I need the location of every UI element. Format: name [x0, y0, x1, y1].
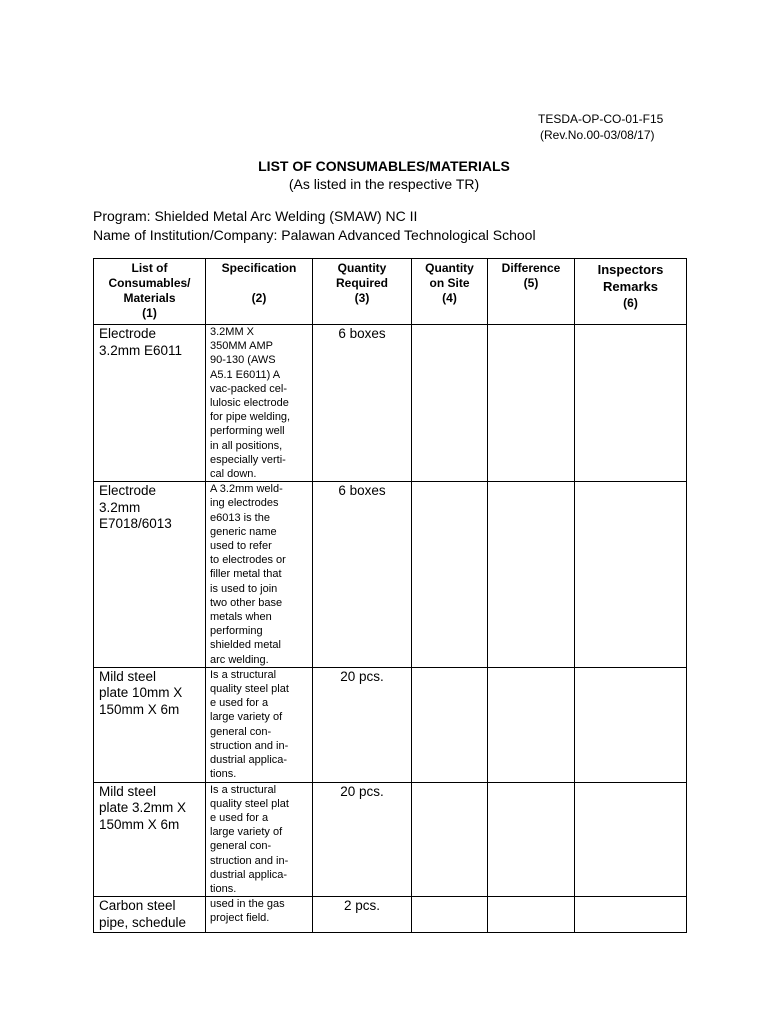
specification-line: Is a structural [210, 668, 277, 681]
specification-line: 3.2MM X [210, 326, 255, 338]
specification-line: performing well [210, 425, 285, 438]
form-code: TESDA-OP-CO-01-F15 [538, 112, 664, 126]
specification-line: shielded metal [210, 639, 281, 652]
material-line: 3.2mm [99, 499, 141, 515]
material-line: plate 10mm X [99, 685, 183, 701]
inspectors-remarks-cell [575, 667, 687, 782]
header-remarks-number: (6) [623, 296, 638, 310]
specification-line: large variety of [210, 826, 283, 839]
material-line: E7018/6013 [99, 516, 172, 532]
header-qty-on-site-line1: Quantity [425, 261, 474, 275]
specification-line: struction and in- [210, 854, 289, 867]
specification-cell [206, 782, 313, 897]
header-materials [94, 259, 206, 325]
specification-cell [206, 482, 313, 668]
material-line: Mild steel [99, 783, 157, 799]
quantity-on-site-cell [412, 482, 488, 668]
material-cell [94, 667, 206, 782]
material-line: Carbon steel [99, 898, 176, 914]
header-quantity-on-site [412, 259, 488, 325]
consumables-table [93, 258, 687, 933]
difference-cell [488, 897, 575, 933]
specification-line: is used to join [210, 582, 278, 595]
specification-line: project field. [210, 912, 270, 925]
specification-cell [206, 667, 313, 782]
specification-line: 350MM AMP [210, 340, 273, 353]
header-materials-line1: List of [131, 261, 168, 275]
material-cell [94, 482, 206, 668]
quantity-on-site-cell [412, 782, 488, 897]
quantity-required-cell: 20 pcs. [313, 667, 412, 782]
quantity-required-cell: 20 pcs. [313, 782, 412, 897]
header-specification-number: (2) [251, 291, 267, 305]
specification-line: vac-packed cel- [210, 382, 288, 395]
specification-line: in all positions, [210, 439, 283, 452]
specification-line: generic name [210, 525, 277, 538]
quantity-required-cell: 2 pcs. [313, 897, 412, 933]
revision-number: (Rev.No.00-03/08/17) [540, 128, 655, 142]
header-remarks-line2: Remarks [603, 279, 658, 294]
specification-line: for pipe welding, [210, 411, 291, 424]
document-code-block [538, 111, 663, 143]
table-row [94, 897, 687, 933]
header-remarks-line1: Inspectors [597, 262, 664, 277]
material-line: 150mm X 6m [99, 701, 180, 717]
table-row [94, 482, 687, 668]
specification-line: A 3.2mm weld- [210, 483, 283, 496]
header-qty-required-number: (3) [354, 291, 370, 305]
material-line: 3.2mm E6011 [99, 342, 183, 358]
specification-line: tions. [210, 882, 237, 895]
specification-line: 90-130 (AWS [210, 354, 276, 367]
specification-line: struction and in- [210, 739, 289, 752]
specification-line: general con- [210, 840, 272, 853]
specification-line: large variety of [210, 711, 283, 724]
material-cell [94, 782, 206, 897]
specification-line: two other base [210, 596, 283, 609]
header-difference-number: (5) [523, 276, 539, 290]
table-row [94, 325, 687, 482]
header-materials-line3: Materials [123, 291, 176, 305]
specification-line: e used for a [210, 811, 269, 824]
header-difference [488, 259, 575, 325]
table-row [94, 667, 687, 782]
specification-line: e used for a [210, 697, 269, 710]
difference-cell [488, 667, 575, 782]
specification-line: lulosic electrode [210, 397, 289, 410]
header-materials-line2: Consumables/ [108, 276, 191, 290]
inspectors-remarks-cell [575, 482, 687, 668]
specification-line: e6013 is the [210, 511, 270, 524]
quantity-on-site-cell [412, 325, 488, 482]
header-qty-on-site-line2: on Site [429, 276, 470, 290]
inspectors-remarks-cell [575, 325, 687, 482]
specification-line: quality steel plat [210, 797, 289, 810]
specification-line: dustrial applica- [210, 868, 288, 881]
material-line: Mild steel [99, 668, 157, 684]
specification-cell [206, 325, 313, 482]
specification-line: A5.1 E6011) A [210, 368, 281, 381]
difference-cell [488, 482, 575, 668]
header-specification [206, 259, 313, 325]
material-line: 150mm X 6m [99, 816, 180, 832]
inspectors-remarks-cell [575, 782, 687, 897]
table-header-row [94, 259, 687, 325]
specification-line: especially verti- [210, 453, 286, 466]
header-specification-label: Specification [221, 261, 297, 275]
table-row [94, 782, 687, 897]
specification-line: used in the gas [210, 898, 285, 911]
header-materials-number: (1) [142, 306, 157, 320]
material-line: pipe, schedule [99, 914, 187, 930]
header-qty-on-site-number: (4) [442, 291, 457, 305]
program-line: Program: Shielded Metal Arc Welding (SMAW) NC II [93, 208, 418, 224]
header-qty-required-line2: Required [335, 276, 388, 290]
specification-line: metals when [210, 611, 272, 624]
specification-cell [206, 897, 313, 933]
specification-line: to electrodes or [210, 554, 286, 567]
difference-cell [488, 782, 575, 897]
material-line: plate 3.2mm X [99, 800, 187, 815]
specification-line: tions. [210, 768, 237, 781]
header-quantity-required [313, 259, 412, 325]
specification-line: dustrial applica- [210, 754, 288, 767]
header-inspectors-remarks [575, 259, 687, 325]
inspectors-remarks-cell [575, 897, 687, 933]
specification-line: cal down. [210, 468, 257, 481]
specification-line: general con- [210, 725, 272, 738]
document-title: LIST OF CONSUMABLES/MATERIALS [258, 158, 510, 174]
quantity-on-site-cell [412, 897, 488, 933]
specification-line: ing electrodes [210, 497, 279, 510]
difference-cell [488, 325, 575, 482]
material-cell [94, 897, 206, 933]
material-cell [94, 325, 206, 482]
specification-line: Is a structural [210, 783, 277, 796]
material-line: Electrode [99, 326, 157, 341]
document-subtitle: (As listed in the respective TR) [288, 176, 480, 192]
institution-line: Name of Institution/Company: Palawan Advanced Technological School [93, 227, 536, 243]
specification-line: quality steel plat [210, 683, 289, 696]
header-qty-required-line1: Quantity [337, 261, 387, 275]
specification-line: performing [210, 625, 263, 638]
quantity-required-cell: 6 boxes [313, 482, 412, 668]
material-line: Electrode [99, 483, 157, 499]
specification-line: filler metal that [210, 568, 282, 581]
quantity-required-cell: 6 boxes [313, 325, 412, 482]
header-difference-label: Difference [501, 261, 561, 275]
specification-line: arc welding. [210, 653, 269, 666]
quantity-on-site-cell [412, 667, 488, 782]
specification-line: used to refer [210, 540, 272, 553]
